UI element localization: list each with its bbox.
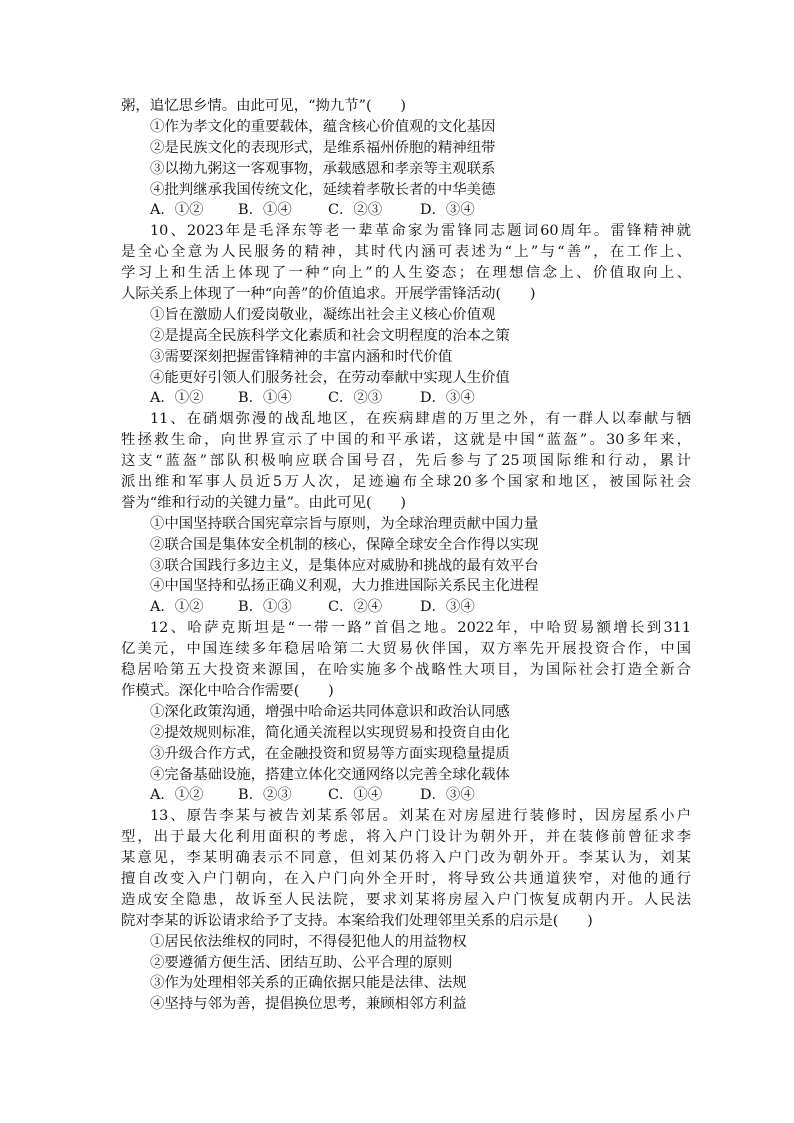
q12-stem-line-2: 亿美元，中国连续多年稳居哈第二大贸易伙伴国，双方率先开展投资合作，中国	[121, 641, 691, 658]
q11-stem-line-2: 牲拯救生命，向世界宣示了中国的和平承诺，这就是中国“蓝盔”。30多年来，	[121, 432, 691, 449]
q10-stem-line-3: 学习上和生活上体现了一种“向上”的人生姿态；在理想信念上、价值取向上、	[121, 265, 691, 282]
q10-stem-line-1: 10、2023年是毛泽东等老一辈革命家为雷锋同志题词60周年。雷锋精神就	[150, 223, 691, 240]
q10-option-d: D．③④	[420, 390, 475, 407]
q13-stem-line-6: 院对李某的诉讼请求给予了支持。本案给我们处理邻里关系的启示是( )	[121, 912, 593, 929]
document-body	[121, 96, 691, 1015]
q12-option-d: D．③④	[420, 787, 475, 804]
q13-statement-1: ①居民依法维权的同时，不得侵犯他人的用益物权	[150, 933, 467, 950]
q11-option-d: D．③④	[420, 599, 475, 616]
q10-option-c: C．②③	[328, 390, 383, 407]
q11-stem-line-5: 誉为“维和行动的关键力量”。由此可见( )	[121, 494, 406, 511]
q9-statement-2: ②是民族文化的表现形式，是维系福州侨胞的精神纽带	[150, 139, 496, 156]
q13-stem-line-3: 某意见，李某明确表示不同意，但刘某仍将入户门改为朝外开。李某认为，刘某	[121, 850, 691, 867]
q11-option-a: A．①②	[150, 599, 204, 616]
q9-option-c: C．②③	[328, 202, 383, 219]
q11-option-b: B．①③	[238, 599, 292, 616]
q9-option-a: A．①②	[150, 202, 204, 219]
q12-statement-2: ②提效规则标准，简化通关流程以实现贸易和投资自由化	[150, 724, 510, 741]
q10-option-b: B．①④	[238, 390, 292, 407]
q9-option-b: B．①④	[238, 202, 292, 219]
q10-options	[121, 388, 691, 409]
q9-statement-1: ①作为孝文化的重要载体，蕴含核心价值观的文化基因	[150, 118, 496, 135]
q13-statement-3: ③作为处理相邻关系的正确依据只能是法律、法规	[150, 975, 467, 992]
q11-option-c: C．②④	[328, 599, 383, 616]
q13-stem-line-1: 13、原告李某与被告刘某系邻居。刘某在对房屋进行装修时，因房屋系小户	[150, 808, 691, 825]
q10-statement-4: ④能更好引领人们服务社会，在劳动奉献中实现人生价值	[150, 369, 510, 386]
q12-stem-line-1: 12、哈萨克斯坦是“一带一路”首倡之地。2022年，中哈贸易额增长到311	[150, 620, 691, 637]
q13-stem-line-4: 擅自改变入户门朝向，在入户门向外全开时，将导致公共通道狭窄，对他的通行	[121, 870, 691, 887]
q12-option-b: B．②③	[238, 787, 292, 804]
q11-stem-line-3: 这支“蓝盔”部队积极响应联合国号召，先后参与了25项国际维和行动，累计	[121, 453, 691, 470]
q9-options	[121, 200, 691, 221]
q10-option-a: A．①②	[150, 390, 204, 407]
q9-statement-4: ④批判继承我国传统文化，延续着孝敬长者的中华美德	[150, 181, 496, 198]
q11-stem-line-1: 11、在硝烟弥漫的战乱地区，在疾病肆虐的万里之外，有一群人以奉献与牺	[150, 411, 691, 428]
q11-options	[121, 597, 691, 618]
q13-statement-4: ④坚持与邻为善，提倡换位思考，兼顾相邻方利益	[150, 996, 467, 1013]
q12-options	[121, 785, 691, 806]
q12-statement-1: ①深化政策沟通，增强中哈命运共同体意识和政治认同感	[150, 703, 510, 720]
q10-statement-3: ③需要深刻把握雷锋精神的丰富内涵和时代价值	[150, 348, 453, 365]
q11-statement-3: ③联合国践行多边主义，是集体应对威胁和挑战的最有效平台	[150, 557, 539, 574]
q12-stem-line-3: 稳居哈第五大投资来源国，在哈实施多个战略性大项目，为国际社会打造全新合	[121, 662, 691, 679]
q11-stem-line-4: 派出维和军事人员近5万人次，足迹遍布全球20多个国家和地区，被国际社会	[121, 474, 691, 491]
q13-stem-line-2: 型，出于最大化利用面积的考虑，将入户门设计为朝外开，并在装修前曾征求李	[121, 829, 691, 846]
question-9-stem-tail: 粥，追忆思乡情。由此可见，“拗九节”( )	[121, 98, 406, 114]
q11-statement-2: ②联合国是集体安全机制的核心，保障全球安全合作得以实现	[150, 536, 539, 553]
q13-stem-line-5: 造成安全隐患，故诉至人民法院，要求刘某将房屋入户门恢复成朝内开。人民法	[121, 891, 691, 908]
q9-statement-3: ③以拗九粥这一客观事物，承载感恩和孝亲等主观联系	[150, 160, 496, 177]
q12-statement-4: ④完备基础设施，搭建立体化交通网络以完善全球化载体	[150, 766, 510, 783]
q10-statement-2: ②是提高全民族科学文化素质和社会文明程度的治本之策	[150, 327, 510, 344]
q11-statement-4: ④中国坚持和弘扬正确义利观，大力推进国际关系民主化进程	[150, 578, 539, 595]
q12-option-a: A．①②	[150, 787, 204, 804]
q12-statement-3: ③升级合作方式，在金融投资和贸易等方面实现稳量提质	[150, 745, 510, 762]
q13-statement-2: ②要遵循方便生活、团结互助、公平合理的原则	[150, 954, 453, 971]
q11-statement-1: ①中国坚持联合国宪章宗旨与原则，为全球治理贡献中国力量	[150, 515, 539, 532]
q10-statement-1: ①旨在激励人们爱岗敬业，凝练出社会主义核心价值观	[150, 306, 496, 323]
q12-option-c: C．①④	[328, 787, 383, 804]
q9-option-d: D．③④	[420, 202, 475, 219]
q10-stem-line-4: 人际关系上体现了一种“向善”的价值追求。开展学雷锋活动( )	[121, 286, 536, 303]
q10-stem-line-2: 是全心全意为人民服务的精神，其时代内涵可表述为“上”与“善”，在工作上、	[121, 244, 691, 261]
q12-stem-line-4: 作模式。深化中哈合作需要( )	[121, 682, 334, 699]
